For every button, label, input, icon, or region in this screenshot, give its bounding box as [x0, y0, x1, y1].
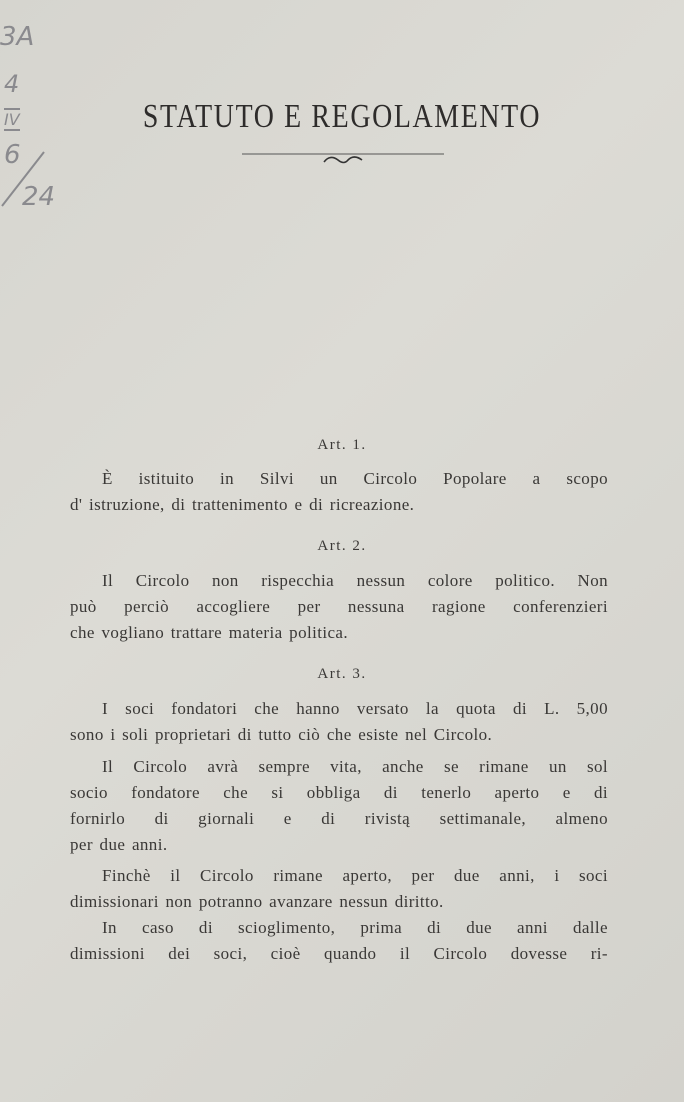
margin-note: 24 [22, 182, 56, 212]
text-line: d' istruzione, di trattenimento e di ricreazione. [70, 495, 415, 514]
margin-slash [0, 150, 50, 210]
text-line: Il Circolo avrà sempre vita, anche se rimane un sol [102, 757, 608, 776]
text-line: che vogliano trattare materia politica. [70, 623, 349, 642]
text-line: fornirlo di giornali e di rivistą settimanale, almeno [70, 809, 608, 828]
text-line: I soci fondatori che hanno versato la quota di L. 5,00 [102, 699, 608, 718]
text-line: Il Circolo non rispecchia nessun colore politico. Non [102, 571, 608, 590]
text-line: dimissionari non potranno avanzare nessun diritto. [70, 892, 444, 911]
text-line: può perciò accogliere per nessuna ragione conferenzieri [70, 597, 608, 616]
text-line: sono i soli proprietari di tutto ciò che esiste nel Circolo. [70, 725, 493, 744]
text-line: Finchè il Circolo rimane aperto, per due anni, i soci [102, 866, 608, 885]
margin-note: 6 [4, 140, 21, 170]
text-line: dimissioni dei soci, cioè quando il Circolo dovesse ri- [70, 944, 608, 963]
margin-note: 4 [4, 70, 20, 98]
page-title: STATUTO E REGOLAMENTO [142, 98, 542, 135]
text-line: In caso di scioglimento, prima di due anni dalle [102, 918, 608, 937]
margin-note: 3A [0, 22, 35, 52]
article-heading: Art. 1. [317, 437, 367, 453]
article-heading: Art. 3. [317, 666, 367, 682]
text-line: socio fondatore che si obbliga di tenerlo aperto e di [70, 783, 608, 802]
article-heading: Art. 2. [317, 538, 367, 554]
text-line: È istituito in Silvi un Circolo Popolare a scopo [102, 469, 608, 488]
title-ornament [242, 148, 444, 168]
margin-note: IV [4, 110, 20, 129]
text-line: per due anni. [70, 835, 168, 854]
